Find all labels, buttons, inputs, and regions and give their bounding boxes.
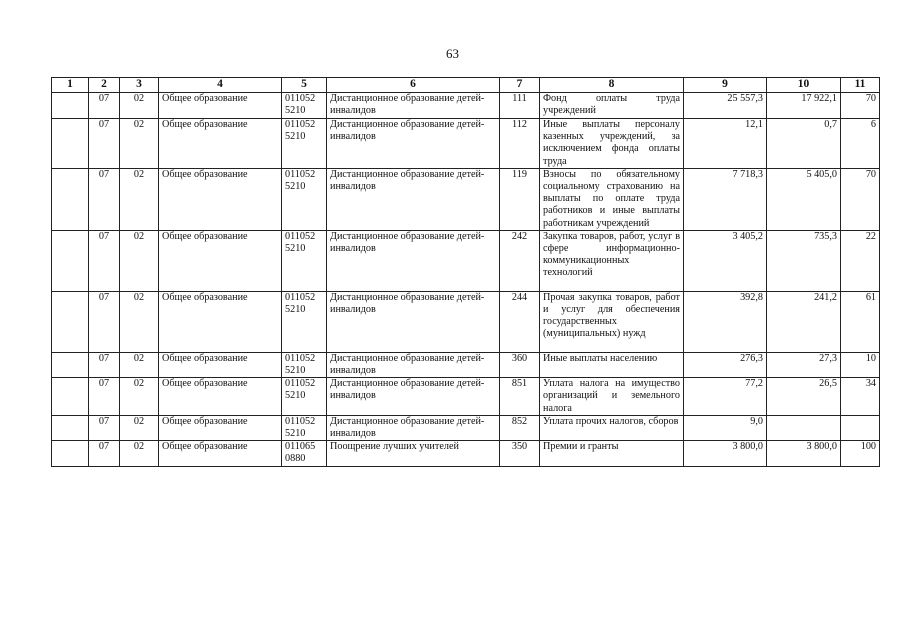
cell-target-article bbox=[282, 352, 327, 377]
cell-category: Общее образование bbox=[159, 168, 282, 230]
cell-category: Общее образование bbox=[159, 230, 282, 291]
cell-planned-amount: 3 800,0 bbox=[684, 441, 767, 467]
cell-planned-amount: 276,3 bbox=[684, 352, 767, 377]
cell-category: Общее образование bbox=[159, 441, 282, 467]
target-article-code-part2: 5210 bbox=[285, 390, 306, 402]
cell-subsection: 02 bbox=[120, 119, 159, 169]
target-article-code-part1: 011065 bbox=[285, 441, 316, 453]
target-article-code-part1: 011052 bbox=[285, 119, 316, 130]
cell-col1 bbox=[52, 291, 89, 352]
cell-target-article bbox=[282, 415, 327, 440]
column-header-7: 7 bbox=[500, 78, 540, 93]
cell-section: 07 bbox=[89, 168, 120, 230]
cell-category: Общее образование bbox=[159, 119, 282, 169]
column-header-8: 8 bbox=[540, 78, 684, 93]
table-row bbox=[52, 415, 880, 440]
cell-execution-percent: 34 bbox=[841, 378, 880, 416]
cell-col1 bbox=[52, 441, 89, 467]
cell-section: 07 bbox=[89, 291, 120, 352]
target-article-code-part2: 5210 bbox=[285, 428, 306, 440]
cell-expense-description: Уплата налога на имущество организаций и земельного налога bbox=[540, 378, 684, 416]
table-row bbox=[52, 441, 880, 467]
table-row bbox=[52, 378, 880, 416]
target-article-code-part2: 5210 bbox=[285, 105, 306, 117]
cell-category: Общее образование bbox=[159, 378, 282, 416]
target-article-code-part2: 5210 bbox=[285, 365, 306, 377]
column-header-6: 6 bbox=[327, 78, 500, 93]
cell-subsection: 02 bbox=[120, 352, 159, 377]
cell-expense-type: 852 bbox=[500, 415, 540, 440]
column-header-11: 11 bbox=[841, 78, 880, 93]
cell-category: Общее образование bbox=[159, 415, 282, 440]
cell-subsection: 02 bbox=[120, 230, 159, 291]
cell-execution-percent: 100 bbox=[841, 441, 880, 467]
cell-subsection: 02 bbox=[120, 378, 159, 416]
cell-category: Общее образование bbox=[159, 352, 282, 377]
target-article-code-part2: 5210 bbox=[285, 131, 306, 143]
cell-expense-description: Премии и гранты bbox=[540, 441, 684, 467]
cell-executed-amount: 735,3 bbox=[767, 230, 841, 291]
cell-expense-type: 242 bbox=[500, 230, 540, 291]
cell-program-name: Дистанционное образование детей-инвалидов bbox=[327, 378, 500, 416]
cell-section: 07 bbox=[89, 378, 120, 416]
cell-expense-description: Уплата прочих налогов, сборов bbox=[540, 415, 684, 440]
cell-expense-type: 350 bbox=[500, 441, 540, 467]
cell-subsection: 02 bbox=[120, 291, 159, 352]
cell-program-name: Дистанционное образование детей-инвалидов bbox=[327, 415, 500, 440]
cell-target-article bbox=[282, 441, 327, 467]
cell-expense-description: Иные выплаты персоналу казенных учреждений, за исключением фонда оплаты труда bbox=[540, 119, 684, 169]
cell-subsection: 02 bbox=[120, 441, 159, 467]
cell-execution-percent: 6 bbox=[841, 119, 880, 169]
table-body bbox=[52, 93, 880, 467]
cell-target-article bbox=[282, 378, 327, 416]
cell-planned-amount: 77,2 bbox=[684, 378, 767, 416]
budget-table bbox=[51, 77, 880, 467]
cell-section: 07 bbox=[89, 415, 120, 440]
cell-executed-amount: 17 922,1 bbox=[767, 93, 841, 119]
cell-expense-type: 111 bbox=[500, 93, 540, 119]
cell-planned-amount: 25 557,3 bbox=[684, 93, 767, 119]
cell-executed-amount: 5 405,0 bbox=[767, 168, 841, 230]
cell-col1 bbox=[52, 415, 89, 440]
column-header-10: 10 bbox=[767, 78, 841, 93]
cell-target-article bbox=[282, 168, 327, 230]
target-article-code-part1: 011052 bbox=[285, 352, 316, 364]
column-header-9: 9 bbox=[684, 78, 767, 93]
cell-col1 bbox=[52, 93, 89, 119]
cell-planned-amount: 7 718,3 bbox=[684, 168, 767, 230]
cell-executed-amount: 3 800,0 bbox=[767, 441, 841, 467]
target-article-code-part2: 5210 bbox=[285, 304, 306, 316]
table-row bbox=[52, 93, 880, 119]
cell-execution-percent bbox=[841, 415, 880, 440]
cell-target-article bbox=[282, 291, 327, 352]
cell-planned-amount: 392,8 bbox=[684, 291, 767, 352]
target-article-code-part1: 011052 bbox=[285, 168, 316, 180]
cell-section: 07 bbox=[89, 441, 120, 467]
cell-planned-amount: 12,1 bbox=[684, 119, 767, 169]
table-row bbox=[52, 352, 880, 377]
cell-execution-percent: 61 bbox=[841, 291, 880, 352]
column-header-3: 3 bbox=[120, 78, 159, 93]
cell-subsection: 02 bbox=[120, 415, 159, 440]
cell-expense-description: Фонд оплаты труда учреждений bbox=[540, 93, 684, 119]
target-article-code-part2: 5210 bbox=[285, 243, 306, 255]
target-article-code-part1: 011052 bbox=[285, 93, 316, 104]
cell-col1 bbox=[52, 168, 89, 230]
target-article-code-part1: 011052 bbox=[285, 230, 316, 242]
column-header-5: 5 bbox=[282, 78, 327, 93]
table-row bbox=[52, 168, 880, 230]
table-row bbox=[52, 119, 880, 169]
cell-program-name: Поощрение лучших учителей bbox=[327, 441, 500, 467]
cell-program-name: Дистанционное образование детей-инвалидов bbox=[327, 291, 500, 352]
cell-expense-description: Закупка товаров, работ, услуг в сфере информационно-коммуникационных технологий bbox=[540, 230, 684, 291]
column-header-4: 4 bbox=[159, 78, 282, 93]
cell-subsection: 02 bbox=[120, 168, 159, 230]
cell-executed-amount: 26,5 bbox=[767, 378, 841, 416]
cell-expense-description: Прочая закупка товаров, работ и услуг для обеспечения государственных (муниципальных) нужд bbox=[540, 291, 684, 352]
cell-program-name: Дистанционное образование детей-инвалидов bbox=[327, 230, 500, 291]
cell-executed-amount: 27,3 bbox=[767, 352, 841, 377]
cell-expense-type: 244 bbox=[500, 291, 540, 352]
cell-expense-type: 119 bbox=[500, 168, 540, 230]
cell-execution-percent: 10 bbox=[841, 352, 880, 377]
cell-execution-percent: 70 bbox=[841, 168, 880, 230]
cell-section: 07 bbox=[89, 352, 120, 377]
cell-col1 bbox=[52, 230, 89, 291]
cell-program-name: Дистанционное образование детей-инвалидов bbox=[327, 119, 500, 169]
cell-execution-percent: 22 bbox=[841, 230, 880, 291]
cell-expense-type: 112 bbox=[500, 119, 540, 169]
cell-executed-amount: 0,7 bbox=[767, 119, 841, 169]
cell-subsection: 02 bbox=[120, 93, 159, 119]
column-header-1: 1 bbox=[52, 78, 89, 93]
cell-executed-amount: 241,2 bbox=[767, 291, 841, 352]
header-row bbox=[52, 78, 880, 93]
target-article-code-part2: 5210 bbox=[285, 181, 306, 193]
cell-target-article bbox=[282, 119, 327, 169]
target-article-code-part2: 0880 bbox=[285, 453, 306, 465]
cell-section: 07 bbox=[89, 93, 120, 119]
cell-target-article bbox=[282, 93, 327, 119]
table-row bbox=[52, 230, 880, 291]
target-article-code-part1: 011052 bbox=[285, 415, 316, 427]
target-article-code-part1: 011052 bbox=[285, 291, 316, 303]
cell-program-name: Дистанционное образование детей-инвалидов bbox=[327, 168, 500, 230]
cell-executed-amount bbox=[767, 415, 841, 440]
cell-col1 bbox=[52, 378, 89, 416]
cell-expense-type: 360 bbox=[500, 352, 540, 377]
cell-col1 bbox=[52, 352, 89, 377]
page-number: 63 bbox=[446, 46, 459, 61]
cell-expense-description: Иные выплаты населению bbox=[540, 352, 684, 377]
cell-target-article bbox=[282, 230, 327, 291]
table-row bbox=[52, 291, 880, 352]
cell-execution-percent: 70 bbox=[841, 93, 880, 119]
cell-program-name: Дистанционное образование детей-инвалидов bbox=[327, 352, 500, 377]
cell-program-name: Дистанционное образование детей-инвалидов bbox=[327, 93, 500, 119]
cell-category: Общее образование bbox=[159, 291, 282, 352]
cell-section: 07 bbox=[89, 119, 120, 169]
cell-planned-amount: 3 405,2 bbox=[684, 230, 767, 291]
cell-col1 bbox=[52, 119, 89, 169]
column-header-2: 2 bbox=[89, 78, 120, 93]
cell-section: 07 bbox=[89, 230, 120, 291]
cell-category: Общее образование bbox=[159, 93, 282, 119]
cell-expense-type: 851 bbox=[500, 378, 540, 416]
target-article-code-part1: 011052 bbox=[285, 378, 316, 390]
cell-expense-description: Взносы по обязательному социальному страхованию на выплаты по оплате труда работников и иные выплаты работникам учреждений bbox=[540, 168, 684, 230]
cell-planned-amount: 9,0 bbox=[684, 415, 767, 440]
